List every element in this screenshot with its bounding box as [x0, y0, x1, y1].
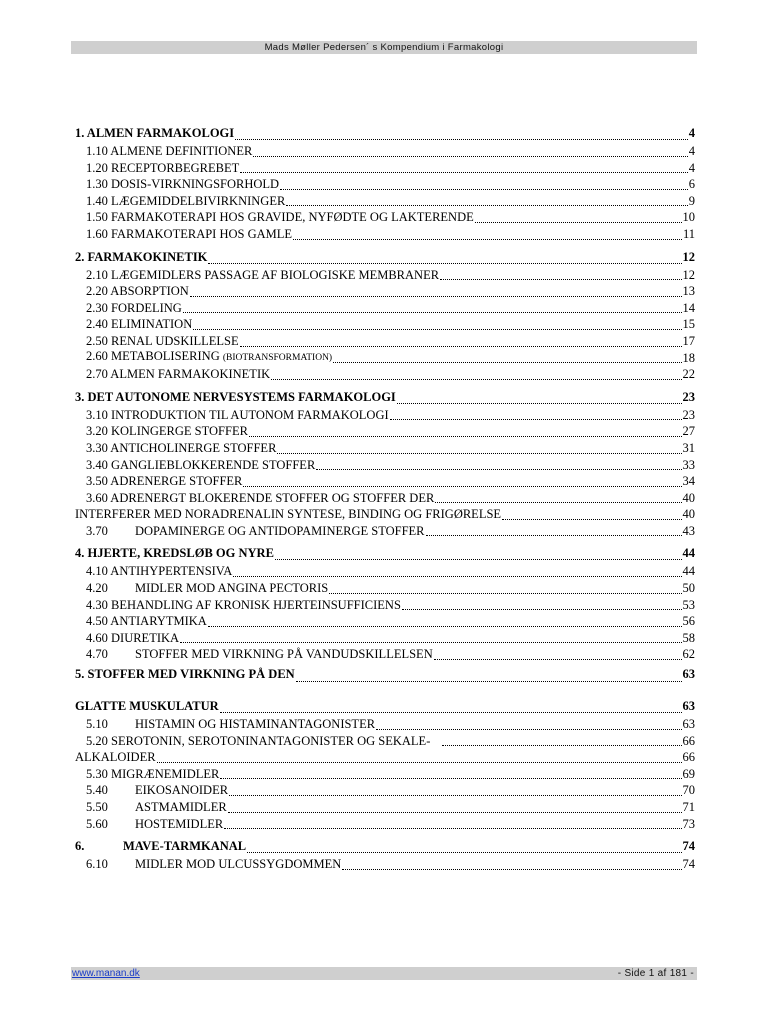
toc-label: 1.20 RECEPTORBEGREBET: [86, 160, 240, 175]
toc-label: 2.10 LÆGEMIDLERS PASSAGE AF BIOLOGISKE MEMBRANER: [86, 267, 440, 282]
toc-page: 12: [682, 249, 695, 264]
leader-dots: [233, 575, 681, 577]
leader-dots: [190, 295, 682, 297]
toc-page: 34: [682, 474, 695, 489]
toc-entry[interactable]: [75, 193, 695, 210]
toc-page: 63: [682, 667, 695, 682]
toc-label: 5.20 SEROTONIN, SEROTONINANTAGONISTER OG SEKALE-: [86, 733, 431, 748]
toc-entry[interactable]: [75, 630, 695, 647]
toc-entry[interactable]: [75, 816, 695, 833]
toc-label: 2.50 RENAL UDSKILLELSE: [86, 333, 239, 348]
leader-dots: [329, 592, 681, 594]
leader-dots: [316, 468, 681, 470]
leader-dots: [235, 138, 688, 140]
toc-page: 73: [682, 816, 695, 831]
toc-entry[interactable]: [75, 247, 695, 267]
leader-dots: [402, 608, 682, 610]
leader-dots: [434, 658, 682, 660]
toc-page: 44: [682, 564, 695, 579]
toc-page: 27: [682, 424, 695, 439]
toc-label: 2.40 ELIMINATION: [86, 317, 193, 332]
leader-dots: [229, 794, 681, 796]
toc-label: STOFFER MED VIRKNING PÅ VANDUDSKILLELSEN: [135, 647, 433, 662]
running-header: Mads Møller Pedersen´ s Kompendium i Farmakologi: [71, 41, 697, 54]
toc-label: 3.40 GANGLIEBLOKKERENDE STOFFER: [86, 457, 316, 472]
toc-entry[interactable]: [75, 160, 695, 177]
toc-label: MAVE-TARMKANAL: [123, 839, 247, 854]
leader-dots: [475, 221, 682, 223]
toc-entry[interactable]: [75, 209, 695, 226]
toc-entry[interactable]: [75, 490, 695, 507]
toc-entry[interactable]: [75, 473, 695, 490]
toc-number: 6.: [75, 839, 85, 854]
toc-entry[interactable]: [75, 613, 695, 630]
toc-page: 74: [682, 839, 695, 854]
toc-label: 4.50 ANTIARYTMIKA: [86, 614, 207, 629]
toc-page: 74: [682, 857, 695, 872]
toc-label: 1.60 FARMAKOTERAPI HOS GAMLE: [86, 226, 293, 241]
leader-dots: [440, 278, 681, 280]
toc-entry[interactable]: [75, 283, 695, 300]
toc-entry[interactable]: [75, 423, 695, 440]
leader-dots: [208, 262, 681, 264]
toc-page: 23: [682, 389, 695, 404]
toc-entry[interactable]: [75, 836, 695, 856]
toc-entry[interactable]: [75, 506, 695, 523]
toc-page: 40: [682, 490, 695, 505]
toc-label: 2.70 ALMEN FARMAKOKINETIK: [86, 367, 271, 382]
toc-label: 1.50 FARMAKOTERAPI HOS GRAVIDE, NYFØDTE OG LAKTERENDE: [86, 210, 474, 225]
toc-entry[interactable]: [75, 597, 695, 614]
toc-entry[interactable]: [75, 749, 695, 766]
toc-label: ALKALOIDER: [75, 750, 156, 765]
toc-entry[interactable]: [75, 799, 695, 816]
toc-page: 9: [688, 193, 695, 208]
leader-dots: [208, 625, 682, 627]
toc-page: 13: [682, 284, 695, 299]
toc-entry[interactable]: [75, 716, 695, 733]
toc-entry[interactable]: [75, 407, 695, 424]
leader-dots: [220, 711, 682, 713]
leader-dots: [280, 188, 688, 190]
toc-label: 4.60 DIURETIKA: [86, 630, 180, 645]
toc-entry[interactable]: [75, 766, 695, 783]
toc-page: 58: [682, 630, 695, 645]
leader-dots: [277, 452, 681, 454]
toc-number: 5.60: [86, 816, 108, 831]
toc-label: EIKOSANOIDER: [135, 783, 229, 798]
leader-dots: [397, 402, 682, 404]
toc-label: GLATTE MUSKULATUR: [75, 699, 219, 714]
toc-entry[interactable]: [75, 543, 695, 563]
toc-page: 10: [682, 210, 695, 225]
toc-page: 56: [682, 614, 695, 629]
leader-dots: [293, 238, 682, 240]
toc-page: 33: [682, 457, 695, 472]
leader-dots: [376, 728, 681, 730]
toc-number: 4.20: [86, 581, 108, 596]
toc-entry[interactable]: [75, 782, 695, 799]
toc-label: 2.60 METABOLISERING: [86, 348, 220, 363]
leader-dots: [240, 345, 682, 347]
toc-entry[interactable]: [75, 563, 695, 580]
leader-dots: [275, 558, 682, 560]
leader-dots: [435, 501, 681, 503]
toc-label: HOSTEMIDLER: [135, 816, 224, 831]
leader-dots: [271, 378, 681, 380]
toc-entry[interactable]: [75, 267, 695, 284]
toc-number: 5.50: [86, 800, 108, 814]
website-link[interactable]: www.manan.dk: [72, 968, 140, 979]
toc-label: 4.30 BEHANDLING AF KRONISK HJERTEINSUFFICIENS: [86, 597, 401, 612]
toc-label: 4.10 ANTIHYPERTENSIVA: [86, 564, 233, 579]
toc-entry[interactable]: [75, 856, 695, 873]
toc-label: 1.10 ALMENE DEFINITIONER: [86, 144, 253, 158]
toc-entry[interactable]: [75, 366, 695, 383]
toc-page: 40: [682, 507, 695, 522]
toc-label: 3. DET AUTONOME NERVESYSTEMS FARMAKOLOGI: [75, 389, 396, 404]
toc-page: 66: [682, 750, 695, 765]
leader-dots: [390, 418, 682, 420]
toc-label: 3.10 INTRODUKTION TIL AUTONOM FARMAKOLOGI: [86, 407, 389, 422]
toc-label: 1.40 LÆGEMIDDELBIVIRKNINGER: [86, 193, 286, 208]
toc-page: 44: [682, 546, 695, 561]
leader-dots: [193, 328, 681, 330]
toc-label: 5.30 MIGRÆNEMIDLER: [86, 766, 220, 781]
toc-page: 53: [682, 597, 695, 612]
toc-label: 3.60 ADRENERGT BLOKERENDE STOFFER OG STOFFER DER: [86, 490, 435, 505]
toc-entry[interactable]: [75, 646, 695, 663]
toc-page: 50: [682, 581, 695, 596]
toc-label: 3.30 ANTICHOLINERGE STOFFER: [86, 440, 277, 455]
toc-number: 5.40: [86, 783, 108, 798]
leader-dots: [247, 851, 681, 853]
toc-label: INTERFERER MED NORADRENALIN SYNTESE, BINDING OG FRIGØRELSE: [75, 507, 502, 522]
toc-label: 2. FARMAKOKINETIK: [75, 249, 208, 264]
toc-page: 66: [682, 733, 695, 748]
toc-page: 15: [682, 317, 695, 332]
toc-number: 5.10: [86, 717, 108, 732]
table-of-contents: [75, 123, 695, 873]
toc-page: 23: [682, 407, 695, 422]
toc-entry[interactable]: [75, 696, 695, 716]
toc-page: 6: [688, 177, 695, 192]
leader-dots: [426, 534, 682, 536]
leader-dots: [286, 204, 687, 206]
toc-page: 70: [682, 783, 695, 798]
toc-page: 4: [688, 144, 695, 158]
leader-dots: [253, 155, 687, 157]
toc-entry[interactable]: [75, 350, 695, 367]
toc-label: 3.20 KOLINGERGE STOFFER: [86, 424, 248, 439]
toc-page: 4: [688, 126, 695, 140]
toc-entry[interactable]: [75, 580, 695, 597]
leader-dots: [502, 518, 681, 520]
toc-label: ASTMAMIDLER: [135, 800, 227, 814]
page-number: - Side 1 af 181 -: [617, 968, 694, 979]
toc-page: 18: [682, 350, 695, 365]
leader-dots: [442, 744, 681, 746]
toc-entry[interactable]: [75, 523, 695, 540]
toc-page: 71: [682, 800, 695, 814]
running-footer: [71, 967, 697, 980]
toc-number: 3.70: [86, 523, 108, 538]
toc-label: DOPAMINERGE OG ANTIDOPAMINERGE STOFFER: [135, 523, 425, 538]
leader-dots: [224, 827, 681, 829]
toc-entry[interactable]: [75, 300, 695, 317]
toc-page: 43: [682, 523, 695, 538]
toc-number: 4.70: [86, 647, 108, 662]
leader-dots: [296, 680, 682, 682]
toc-label: HISTAMIN OG HISTAMINANTAGONISTER: [135, 717, 376, 732]
toc-label: 1. ALMEN FARMAKOLOGI: [75, 126, 235, 140]
toc-entry[interactable]: [75, 733, 695, 750]
toc-entry[interactable]: [75, 123, 695, 143]
toc-entry[interactable]: [75, 226, 695, 243]
toc-page: 4: [688, 160, 695, 175]
toc-label: 2.20 ABSORPTION: [86, 284, 189, 299]
toc-page: 11: [682, 226, 695, 241]
toc-page: 63: [682, 717, 695, 732]
toc-page: 17: [682, 333, 695, 348]
toc-page: 62: [682, 647, 695, 662]
toc-label: MIDLER MOD ANGINA PECTORIS: [135, 581, 329, 596]
toc-label: 1.30 DOSIS-VIRKNINGSFORHOLD: [86, 177, 280, 192]
toc-label: 5. STOFFER MED VIRKNING PÅ DEN: [75, 667, 295, 682]
leader-dots: [183, 311, 682, 313]
toc-entry[interactable]: [75, 457, 695, 474]
toc-number: 6.10: [86, 857, 108, 872]
toc-label-small: (BIOTRANSFORMATION): [222, 352, 333, 363]
toc-label: 2.30 FORDELING: [86, 300, 182, 315]
toc-label: 3.50 ADRENERGE STOFFER: [86, 474, 243, 489]
toc-label: 4. HJERTE, KREDSLØB OG NYRE: [75, 546, 274, 561]
toc-page: 12: [682, 267, 695, 282]
toc-page: 14: [682, 300, 695, 315]
leader-dots: [243, 485, 681, 487]
toc-entry[interactable]: [75, 143, 695, 160]
toc-entry[interactable]: [75, 663, 695, 685]
toc-entry[interactable]: [75, 440, 695, 457]
leader-dots: [342, 868, 681, 870]
leader-dots: [249, 435, 682, 437]
leader-dots: [240, 171, 687, 173]
toc-page: 22: [682, 367, 695, 382]
toc-entry[interactable]: [75, 316, 695, 333]
leader-dots: [180, 641, 681, 643]
leader-dots: [157, 761, 682, 763]
toc-label: MIDLER MOD ULCUSSYGDOMMEN: [135, 857, 342, 872]
leader-dots: [220, 777, 681, 779]
toc-page: 31: [682, 440, 695, 455]
toc-page: 63: [682, 699, 695, 714]
leader-dots: [333, 361, 681, 363]
toc-entry[interactable]: [75, 387, 695, 407]
toc-entry[interactable]: [75, 176, 695, 193]
toc-page: 69: [682, 766, 695, 781]
leader-dots: [228, 811, 682, 813]
